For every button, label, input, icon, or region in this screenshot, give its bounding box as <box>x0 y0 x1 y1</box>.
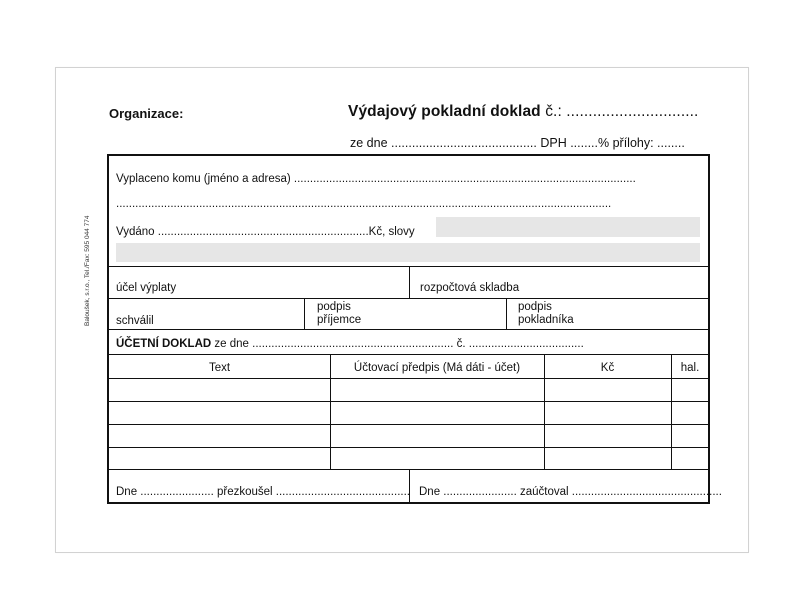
document-title: Výdajový pokladní doklad <box>348 103 541 120</box>
table-row-line <box>109 401 708 402</box>
paid-to-line: Vyplaceno komu (jméno a adresa) ........................................................................................................... <box>116 173 636 185</box>
document-title-line <box>348 103 698 121</box>
side-print: Baloušek, s.r.o., Tel./Fax: 595 044 774 <box>84 215 91 326</box>
accounting-date-number: ze dne ............................................................... č. .................................... <box>211 338 584 350</box>
divider <box>109 329 708 330</box>
booked-by-line: Dne ....................... zaúčtoval ............................................... <box>419 486 722 498</box>
date-vat-attachments-line: ze dne .......................................... DPH ........% přílohy: ........ <box>350 136 685 150</box>
accounting-line <box>116 338 584 351</box>
amount-in-words-field[interactable] <box>436 217 700 237</box>
approved-label: schválil <box>116 315 154 327</box>
divider <box>506 298 507 330</box>
table-header-czk: Kč <box>600 362 615 374</box>
recipient-signature-label: podpis příjemce <box>317 301 362 326</box>
table-header-text: Text <box>208 362 231 374</box>
table-column-line <box>544 354 545 470</box>
paid-to-continuation: ........................................................................................................................................................... <box>116 198 612 210</box>
amount-in-words-field-2[interactable] <box>116 243 700 262</box>
issued-line: Vydáno ..................................................................Kč, slovy <box>116 226 415 238</box>
table-column-line <box>330 354 331 470</box>
document-number: č.: .............................. <box>545 103 699 120</box>
accounting-title: ÚČETNÍ DOKLAD <box>116 338 212 350</box>
table-column-line <box>671 354 672 470</box>
divider <box>109 354 708 355</box>
divider <box>409 266 410 299</box>
purpose-label: účel výplaty <box>116 282 177 294</box>
table-row-line <box>109 378 708 379</box>
divider <box>409 469 410 504</box>
budget-label: rozpočtová skladba <box>420 282 520 294</box>
divider <box>109 298 708 299</box>
reviewed-by-line: Dne ....................... přezkoušel .......................................... <box>116 486 410 498</box>
divider <box>304 298 305 330</box>
table-row-line <box>109 447 708 448</box>
cashier-signature-label: podpis pokladníka <box>518 301 574 326</box>
organization-label: Organizace: <box>109 106 184 121</box>
table-header-posting: Účtovací předpis (Má dáti - účet) <box>353 362 521 374</box>
voucher-form <box>107 154 722 504</box>
table-header-hal: hal. <box>680 362 700 374</box>
document-sheet <box>55 67 749 553</box>
table-row-line <box>109 424 708 425</box>
